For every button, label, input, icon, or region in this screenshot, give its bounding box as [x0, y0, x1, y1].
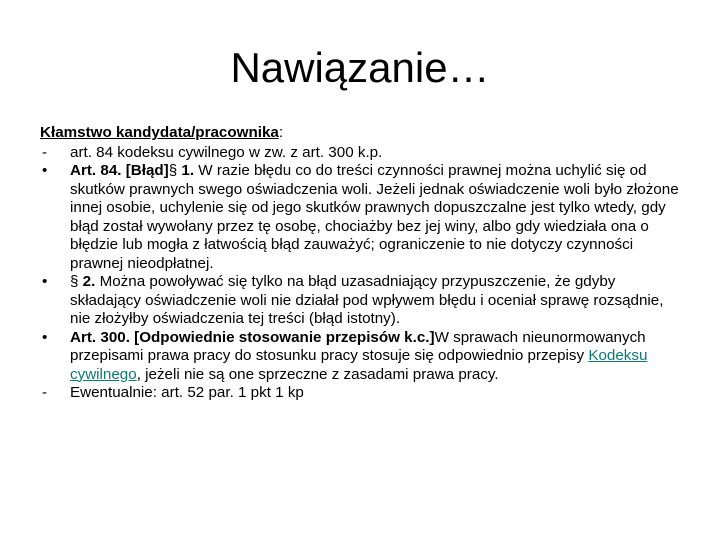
list-item — [40, 273, 680, 329]
list-item-text: W razie błędu co do treści czynności prawnej można uchylić się od skutków prawnych swego oświadczenia woli. Jeżeli jednak oświadczenie woli było złożone innej osobie, uchylenie się od jego skutków prawnych dopuszczalne jest tylko wtedy, gdy błąd został wywołany przez tę osobę, chociażby bez jej winy, albo gdy wiedziała ona o błędzie lub mogła z łatwością błąd zauważyć; ograniczenie to nie dotyczy czynności prawnej nieodpłatnej. — [70, 162, 679, 272]
slide-body — [40, 124, 680, 403]
list-item-text: Ewentualnie: art. 52 par. 1 pkt 1 kp — [70, 384, 304, 401]
list-marker: • — [42, 273, 48, 290]
list-item-text: W sprawach nieunormowanych przepisami prawa pracy do stosunku pracy stosuje się odpowiednio przepisy — [70, 328, 646, 364]
heading-label: Kłamstwo kandydata/pracownika — [40, 124, 279, 141]
list-item-text-after: , jeżeli nie są one sprzeczne z zasadami prawa pracy. — [136, 365, 499, 383]
article-heading: Art. 300. [Odpowiednie stosowanie przepisów k.c.] — [70, 328, 435, 346]
list-marker: • — [42, 328, 48, 346]
list-item — [40, 384, 680, 403]
civil-code-link[interactable]: Kodeksu cywilnego — [70, 347, 648, 383]
bullet-list — [40, 144, 680, 403]
heading-suffix: : — [278, 124, 284, 141]
list-item — [40, 144, 680, 163]
list-item — [40, 162, 680, 273]
slide-title: Nawiązanie… — [230, 44, 490, 91]
paragraph-number: 2. — [82, 273, 96, 290]
list-marker: - — [42, 143, 48, 161]
paragraph-sign: § — [70, 273, 83, 290]
paragraph-number: 1. — [181, 162, 195, 179]
article-heading: Art. 84. [Błąd] — [70, 162, 169, 179]
list-item-text: Można powoływać się tylko na błąd uzasadniający przypuszczenie, że gdyby składający oświadczenie woli nie działał pod wpływem błędu i oceniał sprawę rozsądnie, nie złożyłby oświadczenia tej treści (błąd istotny). — [70, 273, 664, 327]
paragraph-sign: § — [168, 162, 182, 179]
list-marker: • — [42, 162, 48, 179]
list-item — [40, 329, 680, 385]
list-marker: - — [42, 384, 48, 401]
heading-line — [40, 124, 680, 143]
list-item-text: art. 84 kodeksu cywilnego w zw. z art. 300 k.p. — [70, 143, 383, 161]
